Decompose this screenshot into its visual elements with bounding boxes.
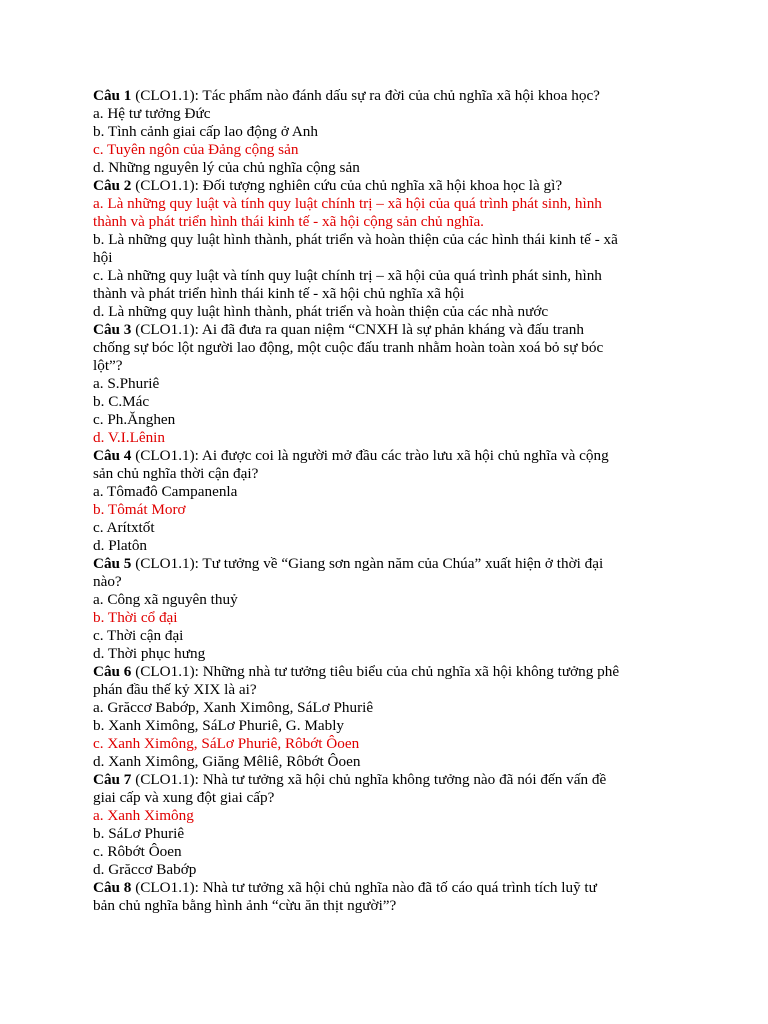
question-text: (CLO1.1): Tác phẩm nào đánh dấu sự ra đời của chủ nghĩa xã hội khoa học? [131, 87, 600, 104]
answer-option: d. Xanh Ximông, Giăng Mêliê, Rôbớt Ôoen [93, 753, 361, 770]
answer-option: c. Rôbớt Ôoen [93, 843, 182, 860]
question-label: Câu 5 [93, 555, 132, 572]
answer-option: a. Công xã nguyên thuỷ [93, 591, 238, 608]
answer-option: d. Thời phục hưng [93, 645, 206, 662]
question-block [93, 447, 683, 555]
answer-option: c. Arítxtốt [93, 519, 155, 536]
question-block [93, 177, 683, 321]
answer-option: d. Những nguyên lý của chủ nghĩa cộng sản [93, 159, 360, 176]
answer-option-correct: d. V.I.Lênin [93, 429, 165, 446]
question-text-line [93, 87, 683, 105]
question-text: (CLO1.1): Ai được coi là người mở đầu các trào lưu xã hội chủ nghĩa và cộng [131, 447, 609, 464]
question-label: Câu 6 [93, 663, 132, 680]
question-text: bản chủ nghĩa bằng hình ảnh “cừu ăn thịt người”? [93, 897, 397, 914]
answer-option: c. Ph.Ănghen [93, 411, 176, 428]
question-text-line [93, 879, 683, 897]
question-label: Câu 7 [93, 771, 132, 788]
question-text-line [93, 789, 683, 807]
question-text: (CLO1.1): Ai đã đưa ra quan niệm “CNXH là sự phản kháng và đấu tranh [131, 321, 584, 338]
answer-option: b. Là những quy luật hình thành, phát triển và hoàn thiện của các hình thái kinh tế - xã [93, 231, 618, 248]
answer-option: c. Là những quy luật và tính quy luật chính trị – xã hội của quá trình phát sinh, hình [93, 267, 602, 284]
question-block [93, 321, 683, 447]
question-text-line [93, 465, 683, 483]
answer-option-correct: b. Tômát Morơ [93, 501, 186, 518]
question-text-line [93, 555, 683, 573]
question-text: giai cấp và xung đột giai cấp? [93, 789, 275, 806]
question-block [93, 555, 683, 663]
answer-option: a. Tômađô Campanenla [93, 483, 238, 500]
question-text: sản chủ nghĩa thời cận đại? [93, 465, 259, 482]
question-text-line [93, 177, 683, 195]
answer-option-correct: c. Xanh Ximông, SáLơ Phuriê, Rôbớt Ôoen [93, 735, 360, 752]
question-text: lột”? [93, 357, 123, 374]
question-label: Câu 4 [93, 447, 132, 464]
answer-option: a. Hệ tư tưởng Đức [93, 105, 211, 122]
answer-option-correct: b. Thời cổ đại [93, 609, 178, 626]
question-text-line [93, 447, 683, 465]
answer-option: b. SáLơ Phuriê [93, 825, 185, 842]
answer-option-correct: a. Là những quy luật và tính quy luật chính trị – xã hội của quá trình phát sinh, hình [93, 195, 602, 212]
answer-option: a. Grăccơ Babớp, Xanh Ximông, SáLơ Phuriê [93, 699, 374, 716]
question-text: (CLO1.1): Tư tưởng về “Giang sơn ngàn năm của Chúa” xuất hiện ở thời đại [131, 555, 604, 572]
document-page [93, 87, 683, 915]
question-label: Câu 2 [93, 177, 132, 194]
answer-option: c. Thời cận đại [93, 627, 184, 644]
question-text: (CLO1.1): Nhà tư tưởng xã hội chủ nghĩa không tưởng nào đã nói đến vấn đề [131, 771, 607, 788]
question-text-line [93, 573, 683, 591]
answer-option: b. Tình cảnh giai cấp lao động ở Anh [93, 123, 318, 140]
question-block [93, 771, 683, 879]
question-text: nào? [93, 573, 122, 590]
question-block [93, 87, 683, 177]
question-text-line [93, 357, 683, 375]
answer-option-correct: thành và phát triển hình thái kinh tế - xã hội cộng sản chủ nghĩa. [93, 213, 484, 230]
question-label: Câu 8 [93, 879, 132, 896]
question-text-line [93, 321, 683, 339]
question-block [93, 663, 683, 771]
answer-option: b. C.Mác [93, 393, 150, 410]
question-text-line [93, 663, 683, 681]
question-text-line [93, 681, 683, 699]
answer-option: d. Grăccơ Babớp [93, 861, 197, 878]
answer-option: d. Là những quy luật hình thành, phát triển và hoàn thiện của các nhà nước [93, 303, 549, 320]
answer-option: hội [93, 249, 113, 266]
answer-option: a. S.Phuriê [93, 375, 160, 392]
answer-option-correct: c. Tuyên ngôn của Đảng cộng sản [93, 141, 299, 158]
question-text: (CLO1.1): Nhà tư tưởng xã hội chủ nghĩa nào đã tố cáo quá trình tích luỹ tư [131, 879, 597, 896]
question-text: (CLO1.1): Đối tượng nghiên cứu của chủ nghĩa xã hội khoa học là gì? [131, 177, 563, 194]
question-label: Câu 1 [93, 87, 132, 104]
answer-option: b. Xanh Ximông, SáLơ Phuriê, G. Mably [93, 717, 345, 734]
answer-option: thành và phát triển hình thái kinh tế - xã hội chủ nghĩa xã hội [93, 285, 465, 302]
question-text-line [93, 897, 683, 915]
question-block [93, 879, 683, 915]
question-label: Câu 3 [93, 321, 132, 338]
question-text-line [93, 771, 683, 789]
question-text: chống sự bóc lột người lao động, một cuộc đấu tranh nhằm hoàn toàn xoá bỏ sự bóc [93, 339, 604, 356]
question-text: (CLO1.1): Những nhà tư tưởng tiêu biểu của chủ nghĩa xã hội không tưởng phê [131, 663, 620, 680]
question-text: phán đầu thế kỷ XIX là ai? [93, 681, 257, 698]
question-text-line [93, 339, 683, 357]
answer-option: d. Platôn [93, 537, 148, 554]
answer-option-correct: a. Xanh Ximông [93, 807, 194, 824]
